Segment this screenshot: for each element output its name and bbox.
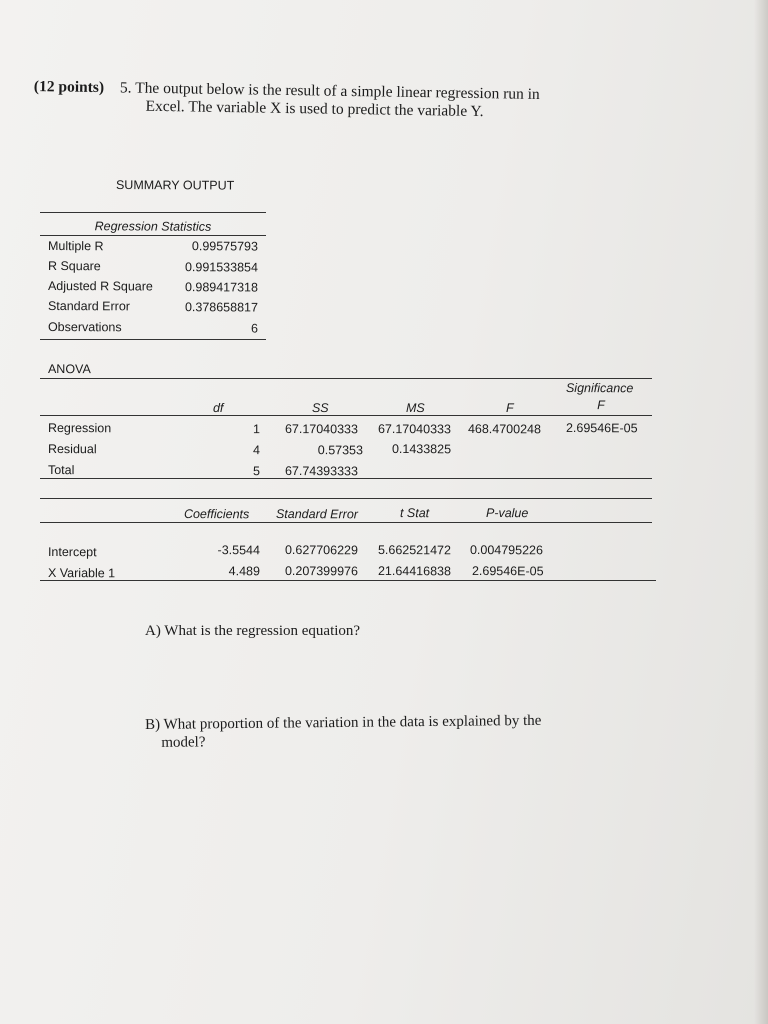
anova-header-significance-f: F — [597, 398, 605, 413]
anova-regression-ss: 67.17040333 — [284, 422, 358, 437]
question-number: 5. — [119, 79, 132, 97]
anova-bottom-rule — [40, 478, 652, 479]
anova-regression-df: 1 — [252, 422, 260, 437]
coef-header-t-stat: t Stat — [399, 506, 430, 521]
stat-value-observations: 6 — [250, 321, 258, 336]
anova-regression-ms: 67.17040333 — [377, 422, 451, 437]
stat-label-observations: Observations — [47, 320, 122, 335]
anova-header-ss: SS — [311, 401, 329, 416]
part-b-question — [145, 712, 542, 752]
coef-x-variable-1-t-stat: 21.64416838 — [377, 564, 451, 579]
anova-top-rule — [40, 378, 652, 379]
anova-title: ANOVA — [47, 362, 91, 377]
coef-intercept-standard-error: 0.627706229 — [284, 543, 358, 558]
stat-label-standard-error: Standard Error — [47, 299, 130, 314]
part-a-question: A) What is the regression equation? — [145, 623, 361, 639]
coef-intercept-p-value: 0.004795226 — [469, 543, 543, 558]
summary-output-title: SUMMARY OUTPUT — [115, 178, 235, 193]
coef-x-variable-1-standard-error: 0.207399976 — [284, 564, 358, 579]
paper-edge-shadow — [754, 0, 768, 1024]
coef-header-p-value: P-value — [485, 506, 529, 521]
anova-residual-ss: 0.57353 — [317, 443, 363, 458]
coef-row-label-x-variable-1: X Variable 1 — [47, 566, 116, 581]
anova-header-df: df — [212, 401, 224, 416]
stat-label-multiple-r: Multiple R — [47, 239, 104, 254]
anova-total-df: 5 — [252, 464, 260, 479]
coef-top-rule — [40, 498, 652, 499]
coef-row-label-intercept: Intercept — [47, 545, 97, 560]
anova-header-ms: MS — [405, 401, 425, 416]
anova-header-f: F — [505, 401, 514, 416]
reg-stats-header-rule — [40, 235, 266, 236]
question-line-1: The output below is the result of a simple linear regression run in — [135, 79, 540, 103]
stat-value-multiple-r: 0.99575793 — [191, 239, 258, 254]
coef-intercept-t-stat: 5.662521472 — [377, 543, 451, 558]
anova-header-rule — [40, 415, 652, 416]
anova-row-label-total: Total — [47, 463, 75, 478]
coef-header-coefficients: Coefficients — [183, 507, 250, 522]
reg-stats-bottom-rule — [40, 339, 266, 340]
coef-bottom-rule — [40, 580, 656, 581]
coef-header-standard-error: Standard Error — [275, 507, 358, 522]
coef-x-variable-1-p-value: 2.69546E-05 — [471, 564, 544, 579]
question-line-2: Excel. The variable X is used to predict the variable Y. — [145, 97, 484, 121]
stat-value-r-square: 0.991533854 — [184, 260, 258, 275]
anova-row-label-residual: Residual — [47, 442, 97, 457]
question-points: (12 points) — [33, 78, 105, 97]
coef-header-rule — [40, 522, 652, 523]
anova-residual-df: 4 — [252, 443, 260, 458]
stat-value-adjusted-r-square: 0.989417318 — [184, 280, 258, 295]
coef-x-variable-1-coefficient: 4.489 — [228, 564, 260, 579]
anova-total-ss: 67.74393333 — [284, 464, 358, 479]
anova-row-label-regression: Regression — [47, 421, 112, 436]
stat-value-standard-error: 0.378658817 — [184, 300, 258, 315]
anova-regression-f: 468.4700248 — [467, 422, 541, 437]
stat-label-adjusted-r-square: Adjusted R Square — [47, 279, 153, 294]
coef-intercept-coefficient: -3.5544 — [217, 543, 260, 558]
stat-label-r-square: R Square — [47, 259, 101, 274]
part-b-line-2: model? — [161, 734, 206, 751]
anova-header-significance: Significance — [565, 381, 634, 396]
reg-stats-top-rule — [40, 212, 266, 213]
reg-stats-header: Regression Statistics — [94, 219, 212, 234]
anova-residual-ms: 0.1433825 — [391, 442, 452, 457]
part-b-line-1: B) What proportion of the variation in the data is explained by the — [145, 712, 542, 733]
anova-regression-significance: 2.69546E-05 — [565, 421, 638, 436]
